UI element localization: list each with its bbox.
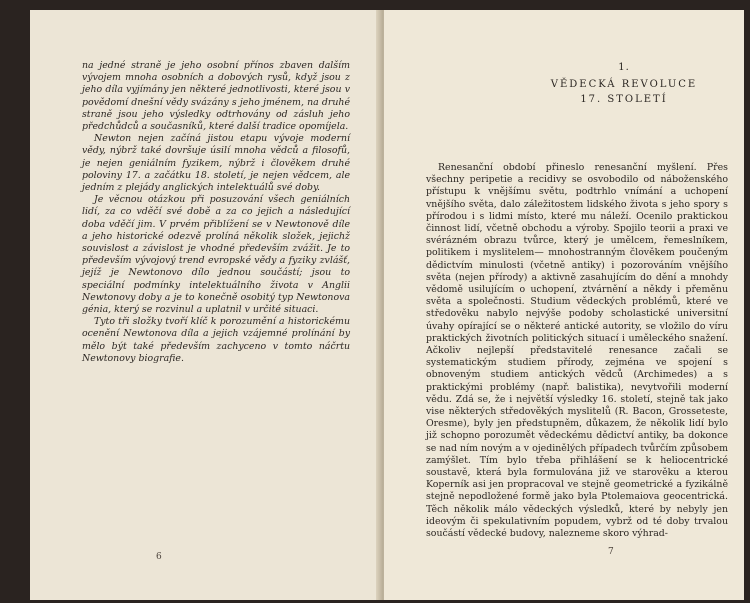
right-page-body: [426, 162, 728, 540]
left-page: [30, 10, 382, 600]
chapter-title-line-2: 17. STOLETÍ: [580, 94, 668, 105]
left-paragraph-3: Je věcnou otázkou při posuzování všech geniálních lidí, za co vděčí své době a za co jejich a následující doba vděčí jim. V prvém přiblížení se v Newtonově díle a jeho historické odezvě prolíná několik složek, jejichž souvislost a závislost je vhodné především zvážit. Je to především vývojový trend evropské vědy a fyziky zvlášť, jejíž je Newtonovo dílo jednou součástí; jsou to speciální podmínky intelektuálního života v Anglii Newtonovy doby a je to konečně osobitý typ Newtonova génia, který se rozvinul a uplatnil v určité situaci.: [82, 194, 350, 316]
left-page-number: 6: [156, 552, 162, 562]
chapter-title-line-1: VĚDECKÁ REVOLUCE: [550, 79, 698, 90]
left-paragraph-2: Newton nejen začíná jistou etapu vývoje moderní vědy, nýbrž také dovršuje úsilí mnoha vědců a filosofů, je nejen geniálním fyzikem, nýbrž i člověkem druhé poloviny 17. a začátku 18. století, je nejen vědcem, ale jedním z plejády anglických intelektuálů své doby.: [82, 133, 350, 194]
right-paragraph-1: Renesanční období přineslo renesanční myšlení. Přes všechny peripetie a recidivy se osvobodilo od náboženského přístupu k vnějšímu světu, podtrhlo vnímání a uchopení vnějšího světa, dalo záležitostem lidského života s jeho spory s přírodou i s lidmi místo, které mu náleží. Ocenilo praktickou činnost lidí, včetně obchodu a výroby. Spojilo teorii a praxi ve svérázném obrazu tvůrce, který je umělcem, řemeslníkem, politikem i myslitelem— mnohostranným člověkem poučeným dědictvím minulosti (včetně antiky) i pozorováním vnějšího světa (nejen přírody) a aktivně zasahujícím do dění a mnohdy vědomě usilujícím o uchopení, ztvárnění a někdy i přeměnu světa a společnosti. Studium vědeckých problémů, které ve středověku nabylo nejvýše podoby scholastické universitní úvahy opírající se o některé antické autority, se vložilo do víru praktických životních politických situací i uměleckého snažení. Ačkoliv nejlepší představitelé renesance začali se systematickým studiem přírody, zejména ve spojení s obnoveným studiem antických vědců (Archimedes) a s praktickými problémy (např. balistika), nevytvořili moderní vědu. Zdá se, že i největší výsledky 16. století, stejně tak jako vise některých středověkých myslitelů (R. Bacon, Grosseteste, Oresme), byly jen předstupněm, důkazem, že několik lidí bylo již schopno porozumět vědeckému dědictví antiky, ba dokonce se nad ním novým a v ojedinělých případech tvůrčím způsobem zamýšlet. Tím bylo třeba přihlášení se k heliocentrické soustavě, která byla formulována již ve starověku a kterou Koperník asi jen propracoval ve stejně geometrické a fyzikálně stejně nepodložené formě jako byla Ptolemaiova geocentrická. Těch několik málo vědeckých výsledků, které by nebyly jen ideovým či spekulativním popudem, vybrž od té doby trvalou součástí vědecké budovy, nalezneme skoro výhrad-: [426, 162, 728, 540]
chapter-number: 1.: [618, 62, 630, 73]
left-paragraph-4: Tyto tři složky tvoří klíč k porozumění a historickému ocenění Newtonova díla a jejich vzájemné prolínání by mělo být také především zachyceno v tomto náčrtu Newtonovy biografie.: [82, 316, 350, 364]
chapter-heading: [534, 62, 714, 107]
right-page: [384, 10, 744, 600]
right-page-number: 7: [608, 547, 614, 557]
left-page-body: [82, 60, 350, 365]
left-paragraph-1: na jedné straně je jeho osobní přínos zbaven dalším vývojem mnoha osobních a dobových rysů, když jsou z jeho díla vyjímány jen některé jednotlivosti, které jsou v povědomí dnešní vědy svázány s jeho jménem, na druhé straně jsou jeho výsledky odtrhovány od zásluh jeho předchůdců a současníků, které další tradice opomíjela.: [82, 60, 350, 133]
